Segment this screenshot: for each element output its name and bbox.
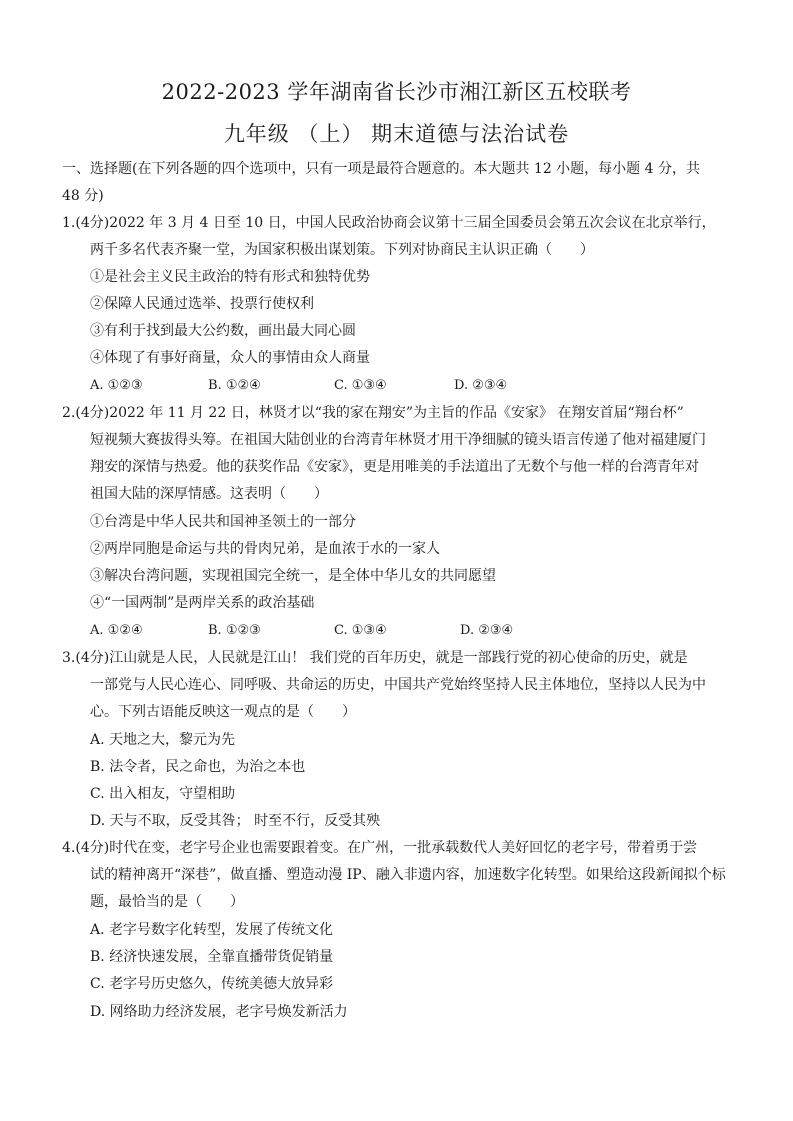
option-a[interactable]: A. 老字号数字化转型，发展了传统文化 — [90, 922, 334, 938]
question-stem-line: 短视频大赛拔得头筹。在祖国大陆创业的台湾青年林贤才用干净细腻的镜头语言传递了他对福建厦门 — [90, 432, 706, 448]
question-stem-line: 翔安的深情与热爱。他的获奖作品《安家》，更是用唯美的手法道出了无数个与他一样的台湾青年对 — [90, 459, 699, 475]
option-d[interactable]: D. ②③④ — [454, 378, 508, 393]
option-c[interactable]: C. 老字号历史悠久，传统美德大放异彩 — [90, 976, 334, 992]
section-heading-line1: 一、选择题(在下列各题的四个选项中，只有一项是最符合题意的。本大题共 12 小题，每小题 4 分，共 — [62, 161, 700, 177]
option-a[interactable]: A. 天地之大，黎元为先 — [90, 732, 236, 748]
statement-item: ②两岸同胞是命运与共的骨肉兄弟，是血浓于水的一家人 — [90, 541, 440, 557]
option-c[interactable]: C. ①③④ — [334, 623, 387, 638]
option-b[interactable]: B. 法令者，民之命也，为治之本也 — [90, 759, 306, 775]
question-stem-line: 4.(4分)时代在变，老字号企业也需要跟着变。在广州，一批承载数代人美好回忆的老字号，带着勇于尝 — [62, 840, 698, 856]
option-b[interactable]: B. ①②③ — [208, 623, 261, 638]
exam-title: 2022-2023 学年湖南省长沙市湘江新区五校联考 — [161, 80, 632, 104]
question-stem-line: 题，最恰当的是（ ） — [90, 894, 244, 910]
exam-subtitle: 九年级 （上） 期末道德与法治试卷 — [223, 122, 570, 146]
question-stem-line: 1.(4分)2022 年 3 月 4 日至 10 日，中国人民政治协商会议第十三届全国委员会第五次会议在北京举行， — [62, 215, 716, 231]
statement-item: ①台湾是中华人民共和国神圣领土的一部分 — [90, 514, 356, 530]
option-d[interactable]: D. ②③④ — [460, 623, 514, 638]
question-stem-line: 试的精神离开“深巷”，做直播、塑造动漫 IP、融入非遗内容，加速数字化转型。如果给这段新闻拟个标 — [90, 867, 726, 883]
statement-item: ③有利于找到最大公约数，画出最大同心圆 — [90, 323, 356, 339]
statement-item: ②保障人民通过选举、投票行使权利 — [90, 296, 314, 312]
statement-item: ③解决台湾问题，实现祖国完全统一，是全体中华儿女的共同愿望 — [90, 568, 496, 584]
question-stem-line: 心。下列古语能反映这一观点的是（ ） — [90, 704, 356, 720]
option-c[interactable]: C. 出入相友，守望相助 — [90, 786, 236, 802]
option-a[interactable]: A. ①②③ — [90, 378, 143, 393]
statement-item: ④体现了有事好商量，众人的事情由众人商量 — [90, 350, 370, 366]
option-b[interactable]: B. 经济快速发展，全靠直播带货促销量 — [90, 949, 334, 965]
statement-item: ①是社会主义民主政治的特有形式和独特优势 — [90, 269, 370, 285]
question-stem-line: 祖国大陆的深厚情感。这表明（ ） — [90, 486, 328, 502]
option-d[interactable]: D. 网络助力经济发展，老字号焕发新活力 — [90, 1004, 348, 1020]
option-c[interactable]: C. ①③④ — [334, 378, 387, 393]
question-stem-line: 2.(4分)2022 年 11 月 22 日，林贤才以“我的家在翔安”为主旨的作品《安家》 在翔安首届“翔台杯” — [62, 405, 684, 421]
option-d[interactable]: D. 天与不取，反受其咎； 时至不行，反受其殃 — [90, 813, 381, 829]
option-a[interactable]: A. ①②④ — [90, 623, 143, 638]
option-b[interactable]: B. ①②④ — [208, 378, 261, 393]
question-stem-line: 3.(4分)江山就是人民，人民就是江山！ 我们党的百年历史，就是一部践行党的初心使命的历史，就是 — [62, 650, 688, 666]
statement-item: ④“一国两制”是两岸关系的政治基础 — [90, 595, 315, 611]
question-stem-line: 两千多名代表齐聚一堂，为国家积极出谋划策。下列对协商民主认识正确（ ） — [90, 242, 594, 258]
section-heading-line2: 48 分) — [62, 188, 104, 204]
question-stem-line: 一部党与人民心连心、同呼吸、共命运的历史，中国共产党始终坚持人民主体地位，坚持以人民为中 — [90, 677, 706, 693]
